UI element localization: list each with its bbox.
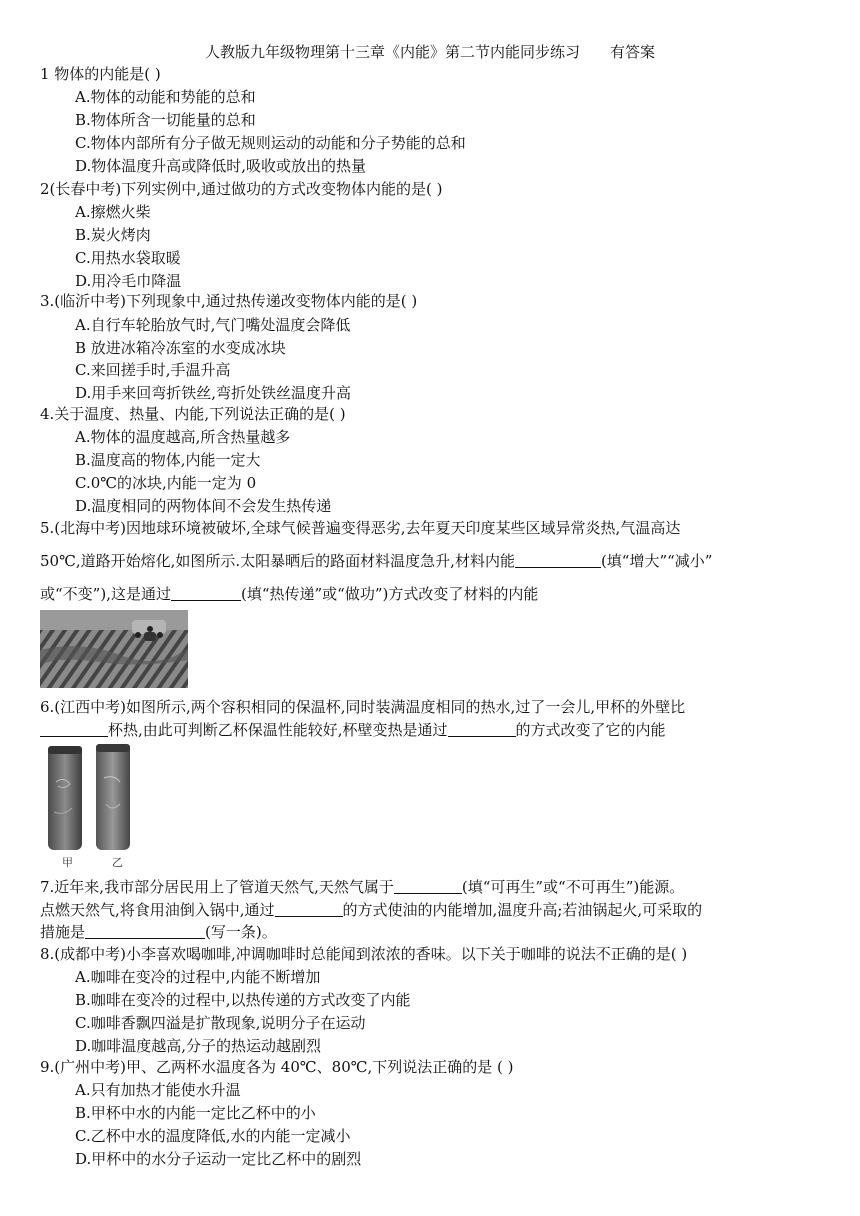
question-6-blank-2[interactable] <box>448 721 516 737</box>
question-4-stem: 4.关于温度、热量、内能,下列说法正确的是( ) <box>40 405 346 423</box>
question-7-blank-1[interactable] <box>394 878 462 894</box>
question-9-option-d: D.甲杯中的水分子运动一定比乙杯中的剧烈 <box>75 1150 362 1168</box>
question-2-option-c: C.用热水袋取暖 <box>75 249 181 267</box>
cup-label-yi: 乙 <box>112 856 123 869</box>
cup-label-jia: 甲 <box>62 856 73 869</box>
question-7-line-3 <box>40 922 830 942</box>
question-4-option-a: A.物体的温度越高,所含热量越多 <box>75 428 291 446</box>
question-5-line-2 <box>40 551 830 571</box>
question-7-text-f: (写一条)。 <box>205 923 277 941</box>
thermos-cups-photo <box>40 742 140 870</box>
question-5-blank-1[interactable] <box>515 552 601 568</box>
question-7-text-c: 点燃天然气,将食用油倒入锅中,通过 <box>40 901 275 919</box>
question-7-text-e: 措施是 <box>40 923 86 941</box>
question-1-option-a: A.物体的动能和势能的总和 <box>75 88 256 106</box>
title-text: 人教版九年级物理第十三章《内能》第二节内能同步练习 <box>204 43 580 61</box>
question-8-option-d: D.咖啡温度越高,分子的热运动越剧烈 <box>75 1037 322 1055</box>
question-9-option-c: C.乙杯中水的温度降低,水的内能一定减小 <box>75 1127 351 1145</box>
question-3-option-c: C.来回搓手时,手温升高 <box>75 361 231 379</box>
question-2-option-d: D.用冷毛巾降温 <box>75 272 182 290</box>
question-7-blank-2[interactable] <box>275 901 343 917</box>
question-5-text-d: (填“热传递”或“做功”)方式改变了材料的内能 <box>240 585 539 603</box>
question-5-blank-2[interactable] <box>171 585 241 601</box>
question-3-stem: 3.(临沂中考)下列现象中,通过热传递改变物体内能的是( ) <box>40 292 418 310</box>
question-8-option-b: B.咖啡在变冷的过程中,以热传递的方式改变了内能 <box>75 991 411 1009</box>
question-7-blank-3[interactable] <box>85 923 205 939</box>
question-6-text-a: 杯热,由此可判断乙杯保温性能较好,杯壁变热是通过 <box>108 721 448 739</box>
question-9-stem: 9.(广州中考)甲、乙两杯水温度各为 40℃、80℃,下列说法正确的是 ( ) <box>40 1058 514 1076</box>
title-suffix: 有答案 <box>610 43 656 61</box>
question-9-option-b: B.甲杯中水的内能一定比乙杯中的小 <box>75 1104 316 1122</box>
question-6-line-2 <box>40 720 830 740</box>
question-8-option-c: C.咖啡香飘四溢是扩散现象,说明分子在运动 <box>75 1014 366 1032</box>
melting-road-photo <box>40 610 188 688</box>
page-title <box>0 42 860 62</box>
question-7-line-1 <box>40 877 830 897</box>
question-5-text-c: 或“不变”),这是通过 <box>40 585 171 603</box>
question-5-text-b: (填“增大”“减小” <box>600 552 713 570</box>
question-4-option-c: C.0℃的冰块,内能一定为 0 <box>75 474 257 492</box>
question-7-text-a: 7.近年来,我市部分居民用上了管道天然气,天然气属于 <box>40 878 394 896</box>
question-9-option-a: A.只有加热才能使水升温 <box>75 1081 241 1099</box>
question-4-option-b: B.温度高的物体,内能一定大 <box>75 451 261 469</box>
question-2-option-a: A.擦燃火柴 <box>75 203 151 221</box>
question-5-text-a: 50℃,道路开始熔化,如图所示.太阳暴晒后的路面材料温度急升,材料内能 <box>40 552 515 570</box>
question-4-option-d: D.温度相同的两物体间不会发生热传递 <box>75 497 332 515</box>
question-6-blank-1[interactable] <box>40 721 108 737</box>
question-6-text-b: 的方式改变了它的内能 <box>515 721 666 739</box>
question-8-option-a: A.咖啡在变冷的过程中,内能不断增加 <box>75 968 321 986</box>
question-8-stem: 8.(成都中考)小李喜欢喝咖啡,冲调咖啡时总能闻到浓浓的香味。以下关于咖啡的说法不正确的是( ) <box>40 945 688 963</box>
question-6-line-1: 6.(江西中考)如图所示,两个容积相同的保温杯,同时装满温度相同的热水,过了一会儿,甲杯的外壁比 <box>40 698 686 716</box>
question-1-option-d: D.物体温度升高或降低时,吸收或放出的热量 <box>75 157 367 175</box>
question-5-line-3 <box>40 584 830 604</box>
question-3-option-b: B 放进冰箱冷冻室的水变成冰块 <box>75 339 286 357</box>
question-7-line-2 <box>40 900 830 920</box>
question-7-text-b: (填“可再生”或“不可再生”)能源。 <box>461 878 685 896</box>
question-5-line-1: 5.(北海中考)因地球环境被破坏,全球气候普遍变得恶劣,去年夏天印度某些区域异常炎热,气温高达 <box>40 519 681 537</box>
question-3-option-d: D.用手来回弯折铁丝,弯折处铁丝温度升高 <box>75 384 352 402</box>
question-1-option-c: C.物体内部所有分子做无规则运动的动能和分子势能的总和 <box>75 134 466 152</box>
question-3-option-a: A.自行车轮胎放气时,气门嘴处温度会降低 <box>75 316 351 334</box>
question-2-option-b: B.炭火烤肉 <box>75 226 151 244</box>
question-1-option-b: B.物体所含一切能量的总和 <box>75 111 256 129</box>
question-2-stem: 2(长春中考)下列实例中,通过做功的方式改变物体内能的是( ) <box>40 180 443 198</box>
question-7-text-d: 的方式使油的内能增加,温度升高;若油锅起火,可采取的 <box>342 901 703 919</box>
question-1-stem: 1 物体的内能是( ) <box>40 65 161 83</box>
